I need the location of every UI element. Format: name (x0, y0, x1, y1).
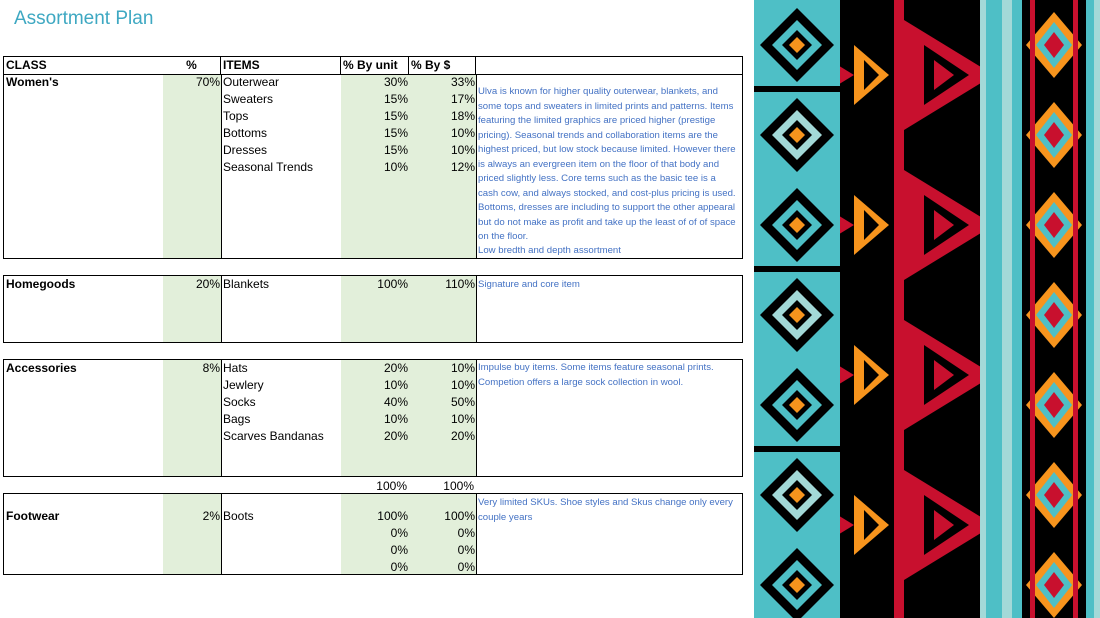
item-dollar: 33% (450, 75, 475, 89)
class-note: Impulse buy items. Some items feature seasonal prints. Competion offers a large sock collection in wool. (478, 362, 714, 388)
class-note: Signature and core item (478, 279, 580, 290)
item-name: Bottoms (223, 126, 268, 140)
table-womens (3, 56, 743, 259)
item-unit: 15% (383, 126, 408, 140)
item-name: Boots (223, 509, 254, 523)
item-dollar: 100% (444, 509, 475, 523)
item-name: Socks (223, 395, 256, 409)
item-dollar: 10% (450, 412, 475, 426)
table-footwear (3, 493, 743, 575)
item-name: Dresses (223, 143, 268, 157)
class-label: Accessories (6, 361, 77, 375)
header-items: ITEMS (221, 57, 341, 74)
item-unit: 10% (383, 412, 408, 426)
class-note: Very limited SKUs. Shoe styles and Skus change only every couple years (478, 497, 733, 523)
table-accessories (3, 359, 743, 477)
item-name: Seasonal Trends (223, 160, 314, 174)
item-dollar: 10% (450, 143, 475, 157)
total-by-dollar: 100% (443, 479, 474, 493)
class-pct: 8% (202, 361, 220, 375)
item-unit: 40% (383, 395, 408, 409)
item-dollar: 18% (450, 109, 475, 123)
item-unit: 100% (377, 509, 408, 523)
item-unit: 15% (383, 109, 408, 123)
class-pct: 20% (195, 277, 220, 291)
page-title: Assortment Plan (14, 8, 154, 29)
item-dollar: 20% (450, 429, 475, 443)
class-label: Footwear (6, 509, 60, 523)
item-unit: 0% (390, 560, 408, 574)
class-note-summary: Low bredth and depth assortment (478, 245, 621, 256)
item-name: Outerwear (223, 75, 280, 89)
item-unit: 20% (383, 429, 408, 443)
item-unit: 10% (383, 160, 408, 174)
header-pct: % (163, 57, 221, 74)
southwestern-aztec-pattern-icon (754, 0, 1100, 618)
class-pct: 70% (195, 75, 220, 89)
table-homegoods (3, 275, 743, 343)
item-dollar: 10% (450, 126, 475, 140)
item-dollar: 17% (450, 92, 475, 106)
item-unit: 15% (383, 92, 408, 106)
table-header (4, 57, 742, 75)
item-name: Tops (223, 109, 249, 123)
item-name: Bags (223, 412, 251, 426)
item-unit: 100% (377, 277, 408, 291)
item-dollar: 10% (450, 378, 475, 392)
header-class: CLASS (6, 58, 47, 72)
item-unit: 0% (390, 526, 408, 540)
item-unit: 0% (390, 543, 408, 557)
item-name: Sweaters (223, 92, 274, 106)
class-label: Women's (6, 75, 59, 89)
class-label: Homegoods (6, 277, 76, 291)
item-unit: 30% (383, 75, 408, 89)
header-by-unit: % By unit (341, 57, 409, 74)
item-name: Scarves Bandanas (223, 429, 324, 443)
item-dollar: 110% (445, 277, 475, 291)
item-unit: 10% (383, 378, 408, 392)
item-dollar: 0% (457, 543, 475, 557)
item-name: Jewlery (223, 378, 264, 392)
item-name: Blankets (223, 277, 270, 291)
total-by-unit: 100% (376, 479, 407, 493)
item-dollar: 0% (457, 560, 475, 574)
header-by-dollar: % By $ (409, 57, 476, 74)
item-dollar: 10% (450, 361, 475, 375)
class-note: Ulva is known for higher quality outerwear, blankets, and some tops and sweaters in limited prints and patterns. Items featuring the limited graphics are priced higher (prestige pricing). Seasonal trends and collaboration items are the highest priced, but low stock because limited. However there is always an evergreen item on the floor of that body and priced slightly less. Core tems such as the basic tee is a cash cow, and always stocked, and cost-plus pricing is used. Bottoms, dresses are including to support the other appearal but do not make as profit and take up the least of of of space on the floor. (478, 86, 736, 242)
item-unit: 15% (383, 143, 408, 157)
item-dollar: 12% (450, 160, 475, 174)
item-name: Hats (223, 361, 248, 375)
item-dollar: 0% (457, 526, 475, 540)
item-dollar: 50% (450, 395, 475, 409)
item-unit: 20% (383, 361, 408, 375)
class-pct: 2% (202, 509, 220, 523)
